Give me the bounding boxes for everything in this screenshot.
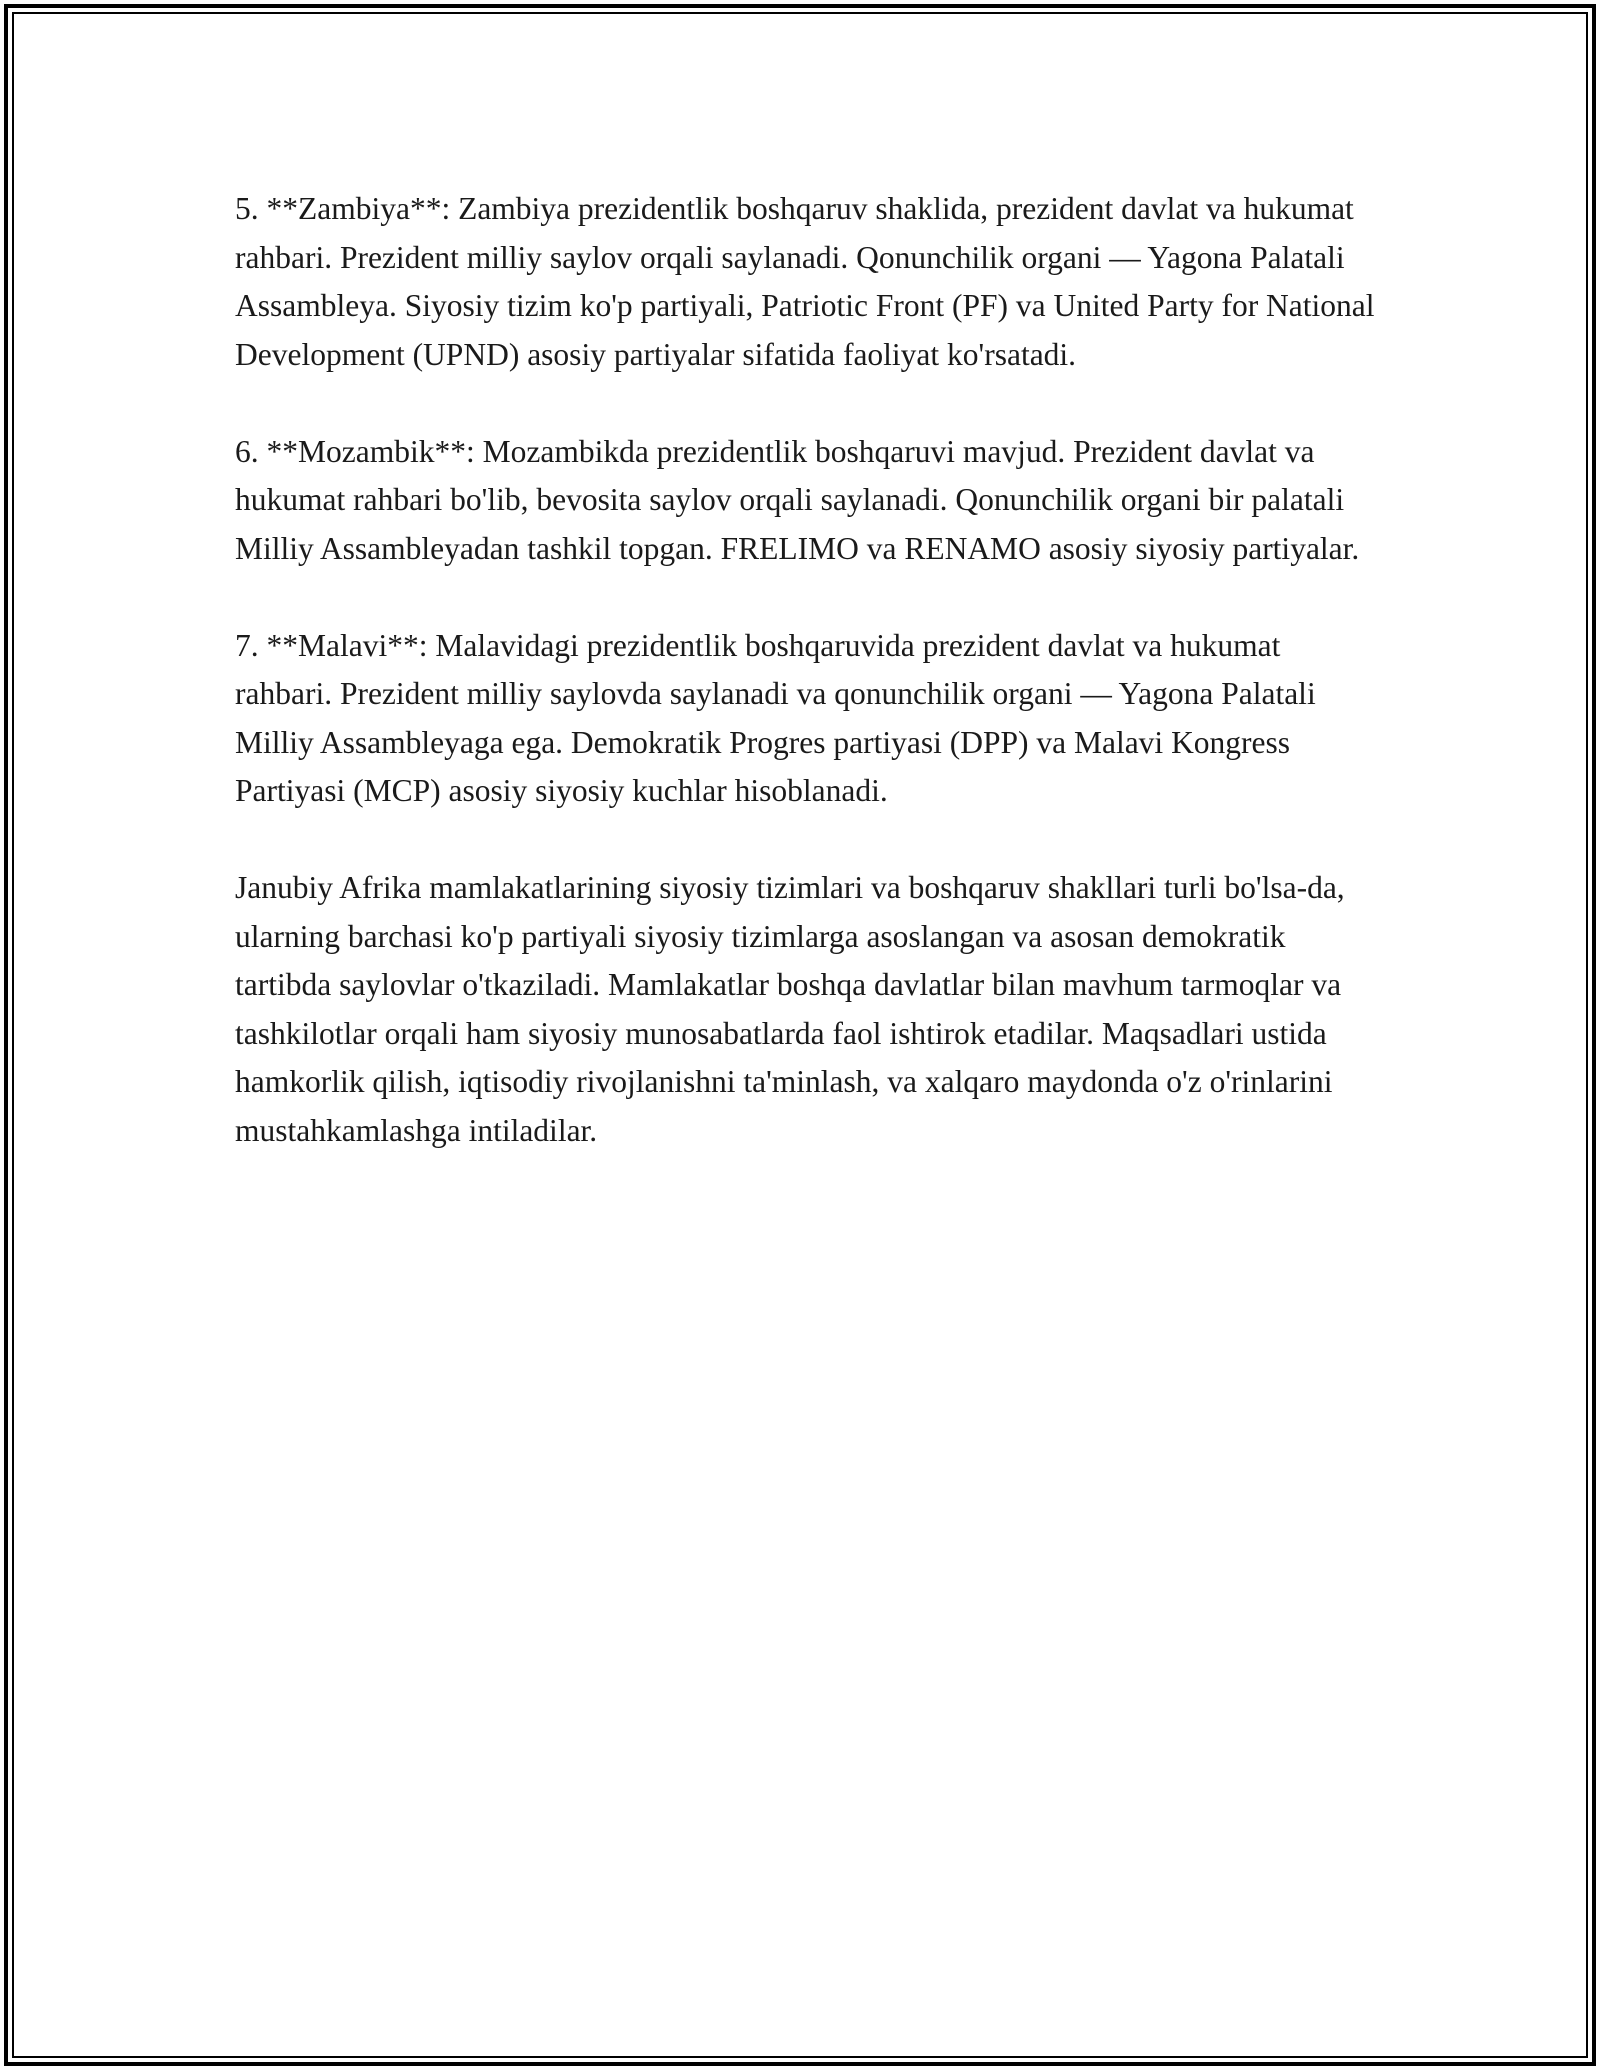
document-body	[235, 185, 1385, 1204]
paragraph-summary: Janubiy Afrika mamlakatlarining siyosiy tizimlari va boshqaruv shakllari turli bo'lsa-da, ularning barchasi ko'p partiyali siyosiy tizimlarga asoslangan va asosan demokratik tartibda saylovlar o'tkaziladi. Mamlakatlar boshqa davlatlar bilan mavhum tarmoqlar va tashkilotlar orqali ham siyosiy munosabatlarda faol ishtirok etadilar. Maqsadlari ustida hamkorlik qilish, iqtisodiy rivojlanishni ta'minlash, va xalqaro maydonda o'z o'rinlarini mustahkamlashga intiladilar.	[235, 870, 1345, 1148]
paragraph-zambiya: 5. **Zambiya**: Zambiya prezidentlik boshqaruv shaklida, prezident davlat va hukumat rahbari. Prezident milliy saylov orqali saylanadi. Qonunchilik organi — Yagona Palatali Assambleya. Siyosiy tizim ko'p partiyali, Patriotic Front (PF) va United Party for National Development (UPND) asosiy partiyalar sifatida faoliyat ko'rsatadi.	[235, 191, 1375, 372]
paragraph-mozambik: 6. **Mozambik**: Mozambikda prezidentlik boshqaruvi mavjud. Prezident davlat va hukumat rahbari bo'lib, bevosita saylov orqali saylanadi. Qonunchilik organi bir palatali Milliy Assambleyadan tashkil topgan. FRELIMO va RENAMO asosiy siyosiy partiyalar.	[235, 433, 1360, 566]
paragraph-malavi: 7. **Malavi**: Malavidagi prezidentlik boshqaruvida prezident davlat va hukumat rahbari. Prezident milliy saylovda saylanadi va qonunchilik organi — Yagona Palatali Milliy Assambleyaga ega. Demokratik Progres partiyasi (DPP) va Malavi Kongress Partiyasi (MCP) asosiy siyosiy kuchlar hisoblanadi.	[235, 627, 1316, 808]
